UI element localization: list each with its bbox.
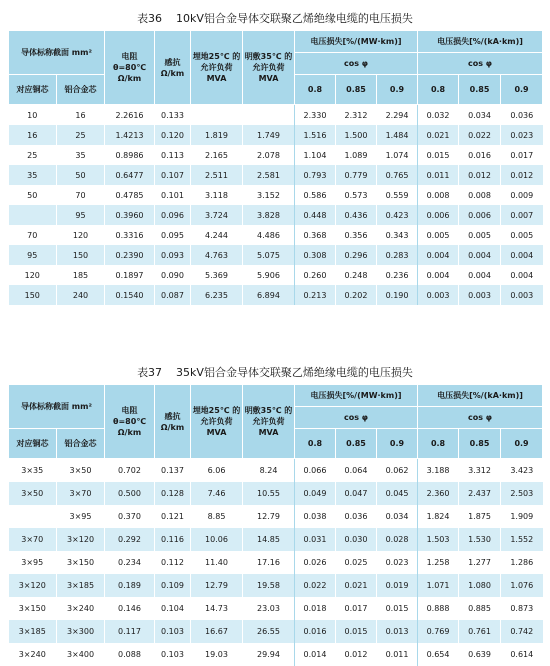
table-row: [9, 528, 543, 551]
table-cell: 5.369: [191, 265, 243, 285]
table-cell: 0.038: [295, 505, 336, 528]
table-cell: 0.015: [418, 145, 459, 165]
table-37-block: [8, 362, 542, 666]
table-cell: 0.066: [295, 459, 336, 483]
table-cell: 0.356: [336, 225, 377, 245]
table-cell: 0.093: [155, 245, 191, 265]
table-cell: 0.8986: [105, 145, 155, 165]
table-cell: 0.013: [377, 620, 418, 643]
table-cell: 50: [9, 185, 57, 205]
table-cell: 1.080: [459, 574, 501, 597]
header-section: 导体标称截面 mm²: [9, 385, 105, 429]
table-cell: 3×240: [57, 597, 105, 620]
header-loss-mw: 电压损失[%/(MW·km)]: [295, 31, 418, 53]
table-cell: 0.103: [155, 620, 191, 643]
table-cell: [9, 205, 57, 225]
table-cell: 0.109: [155, 574, 191, 597]
table-row: [9, 482, 543, 505]
table-cell: 0.036: [501, 105, 543, 126]
table-cell: 70: [9, 225, 57, 245]
table-cell: 0.030: [336, 528, 377, 551]
table-row: [9, 245, 543, 265]
header-pf: 0.85: [459, 429, 501, 459]
table-cell: 1.749: [243, 125, 295, 145]
table-cell: 25: [57, 125, 105, 145]
table-row: [9, 505, 543, 528]
table-37: [8, 384, 543, 666]
table-cell: 0.011: [377, 643, 418, 666]
table-cell: 0.012: [459, 165, 501, 185]
table-cell: 3×50: [57, 459, 105, 483]
table-cell: 35: [57, 145, 105, 165]
table-row: [9, 205, 543, 225]
table-cell: 3×70: [9, 528, 57, 551]
table-cell: 0.005: [418, 225, 459, 245]
table-cell: 1.500: [336, 125, 377, 145]
table-cell: 185: [57, 265, 105, 285]
table-cell: 2.503: [501, 482, 543, 505]
table-cell: 14.73: [191, 597, 243, 620]
table-cell: 1.258: [418, 551, 459, 574]
table-cell: 3×240: [9, 643, 57, 666]
table-cell: 0.654: [418, 643, 459, 666]
table-cell: 0.103: [155, 643, 191, 666]
table-cell: 4.763: [191, 245, 243, 265]
table-cell: 0.025: [336, 551, 377, 574]
header-resistance: 电阻 θ=80℃ Ω/km: [105, 385, 155, 459]
table-cell: 95: [9, 245, 57, 265]
table-cell: 3×35: [9, 459, 57, 483]
table-row: [9, 620, 543, 643]
table-cell: 0.189: [105, 574, 155, 597]
table-cell: 0.769: [418, 620, 459, 643]
table-cell: 0.368: [295, 225, 336, 245]
table-cell: 0.005: [459, 225, 501, 245]
table-cell: 2.294: [377, 105, 418, 126]
table-cell: 3×95: [9, 551, 57, 574]
table-cell: 0.011: [418, 165, 459, 185]
table-cell: 0.028: [377, 528, 418, 551]
table-cell: 0.014: [295, 643, 336, 666]
table-cell: 0.120: [155, 125, 191, 145]
table-cell: 0.116: [155, 528, 191, 551]
table-cell: 8.85: [191, 505, 243, 528]
table-row: [9, 643, 543, 666]
table-cell: 0.031: [295, 528, 336, 551]
table-cell: 2.078: [243, 145, 295, 165]
table-cell: 6.235: [191, 285, 243, 305]
table-cell: [243, 105, 295, 126]
table-cell: 12.79: [191, 574, 243, 597]
header-pf: 0.85: [459, 75, 501, 105]
table-row: [9, 574, 543, 597]
table-cell: 0.113: [155, 145, 191, 165]
table-row: [9, 145, 543, 165]
table-cell: 17.16: [243, 551, 295, 574]
table-36-caption: 表36 10kV铝合金导体交联聚乙烯绝缘电缆的电压损失: [8, 8, 542, 30]
table-cell: 0.283: [377, 245, 418, 265]
table-cell: 0.146: [105, 597, 155, 620]
header-loss-ka: 电压损失[%/(kA·km)]: [418, 31, 543, 53]
header-resistance: 电阻 θ=80℃ Ω/km: [105, 31, 155, 105]
table-cell: 0.370: [105, 505, 155, 528]
header-cos-2: cos φ: [418, 407, 543, 429]
table-cell: 0.6477: [105, 165, 155, 185]
table-cell: 1.503: [418, 528, 459, 551]
table-cell: 0.045: [377, 482, 418, 505]
header-reactance: 感抗 Ω/km: [155, 385, 191, 459]
table-cell: 0.015: [377, 597, 418, 620]
table-cell: 0.003: [418, 285, 459, 305]
table-cell: 0.008: [459, 185, 501, 205]
table-row: [9, 165, 543, 185]
table-cell: 2.165: [191, 145, 243, 165]
table-cell: 2.312: [336, 105, 377, 126]
table-cell: 3.188: [418, 459, 459, 483]
table-36-block: [8, 8, 542, 305]
table-cell: 5.906: [243, 265, 295, 285]
table-cell: 3.118: [191, 185, 243, 205]
header-open-load: 明敷35℃ 的允许负荷 MVA: [243, 31, 295, 105]
table-cell: 0.021: [418, 125, 459, 145]
table-37-body: [9, 459, 543, 666]
table-cell: 2.360: [418, 482, 459, 505]
table-cell: 0.296: [336, 245, 377, 265]
table-cell: 1.875: [459, 505, 501, 528]
table-cell: 0.003: [501, 285, 543, 305]
table-cell: 0.234: [105, 551, 155, 574]
table-cell: 14.85: [243, 528, 295, 551]
table-cell: 0.3960: [105, 205, 155, 225]
table-cell: 10: [9, 105, 57, 126]
header-loss-ka: 电压损失[%/(kA·km)]: [418, 385, 543, 407]
table-cell: 0.012: [336, 643, 377, 666]
table-cell: 0.888: [418, 597, 459, 620]
table-cell: 95: [57, 205, 105, 225]
table-cell: 0.062: [377, 459, 418, 483]
table-cell: 0.004: [501, 265, 543, 285]
table-cell: 10.06: [191, 528, 243, 551]
table-cell: 3.152: [243, 185, 295, 205]
table-cell: 0.128: [155, 482, 191, 505]
header-buried-load: 埋地25℃ 的允许负荷 MVA: [191, 385, 243, 459]
table-cell: 0.015: [336, 620, 377, 643]
table-cell: 1.076: [501, 574, 543, 597]
table-cell: 3×95: [57, 505, 105, 528]
table-cell: 1.909: [501, 505, 543, 528]
table-cell: 0.639: [459, 643, 501, 666]
table-cell: 2.511: [191, 165, 243, 185]
table-cell: 0.292: [105, 528, 155, 551]
table-cell: 0.004: [459, 265, 501, 285]
table-cell: 0.017: [501, 145, 543, 165]
table-cell: 0.436: [336, 205, 377, 225]
table-cell: 0.021: [336, 574, 377, 597]
table-cell: 0.005: [501, 225, 543, 245]
table-cell: 1.104: [295, 145, 336, 165]
table-cell: 0.121: [155, 505, 191, 528]
table-cell: 120: [9, 265, 57, 285]
table-cell: 150: [57, 245, 105, 265]
table-row: [9, 125, 543, 145]
table-cell: 0.873: [501, 597, 543, 620]
table-cell: 3×50: [9, 482, 57, 505]
table-cell: 0.885: [459, 597, 501, 620]
header-pf: 0.9: [377, 429, 418, 459]
table-cell: 3.312: [459, 459, 501, 483]
table-cell: 3.724: [191, 205, 243, 225]
table-cell: 1.530: [459, 528, 501, 551]
table-cell: 1.4213: [105, 125, 155, 145]
table-cell: 150: [9, 285, 57, 305]
table-cell: 0.064: [336, 459, 377, 483]
table-cell: 1.824: [418, 505, 459, 528]
table-cell: 0.004: [501, 245, 543, 265]
table-cell: 3×185: [57, 574, 105, 597]
table-cell: 19.58: [243, 574, 295, 597]
table-row: [9, 185, 543, 205]
table-cell: 0.022: [295, 574, 336, 597]
table-cell: 3×150: [57, 551, 105, 574]
table-cell: 2.2616: [105, 105, 155, 126]
header-reactance: 感抗 Ω/km: [155, 31, 191, 105]
table-cell: 0.793: [295, 165, 336, 185]
table-cell: 0.101: [155, 185, 191, 205]
table-cell: 29.94: [243, 643, 295, 666]
table-cell: 0.016: [459, 145, 501, 165]
table-row: [9, 551, 543, 574]
table-cell: 23.03: [243, 597, 295, 620]
table-cell: 0.087: [155, 285, 191, 305]
table-cell: 0.702: [105, 459, 155, 483]
header-pf: 0.8: [418, 429, 459, 459]
table-cell: 2.581: [243, 165, 295, 185]
table-cell: 0.004: [418, 245, 459, 265]
table-cell: 35: [9, 165, 57, 185]
header-al: 铝合金芯: [57, 429, 105, 459]
table-cell: 0.448: [295, 205, 336, 225]
table-cell: 120: [57, 225, 105, 245]
table-cell: 0.034: [459, 105, 501, 126]
table-cell: 5.075: [243, 245, 295, 265]
table-cell: 7.46: [191, 482, 243, 505]
table-cell: 0.308: [295, 245, 336, 265]
table-cell: 3×120: [9, 574, 57, 597]
table-cell: 0.096: [155, 205, 191, 225]
table-cell: 1.516: [295, 125, 336, 145]
table-cell: 3.423: [501, 459, 543, 483]
header-cos-2: cos φ: [418, 53, 543, 75]
table-cell: 0.117: [105, 620, 155, 643]
header-cos-1: cos φ: [295, 53, 418, 75]
table-cell: 0.008: [418, 185, 459, 205]
table-cell: 0.104: [155, 597, 191, 620]
table-cell: 0.2390: [105, 245, 155, 265]
table-cell: 12.79: [243, 505, 295, 528]
table-cell: 1.074: [377, 145, 418, 165]
table-cell: 0.006: [418, 205, 459, 225]
table-36: [8, 30, 543, 305]
table-cell: 0.236: [377, 265, 418, 285]
header-section: 导体标称截面 mm²: [9, 31, 105, 75]
header-pf: 0.8: [295, 75, 336, 105]
table-cell: 0.3316: [105, 225, 155, 245]
table-cell: 3.828: [243, 205, 295, 225]
table-cell: 0.190: [377, 285, 418, 305]
table-cell: 10.55: [243, 482, 295, 505]
header-pf: 0.85: [336, 75, 377, 105]
table-cell: 0.004: [418, 265, 459, 285]
table-row: [9, 105, 543, 126]
table-cell: 19.03: [191, 643, 243, 666]
table-cell: 4.244: [191, 225, 243, 245]
table-cell: 0.133: [155, 105, 191, 126]
header-al: 铝合金芯: [57, 75, 105, 105]
table-cell: 0.047: [336, 482, 377, 505]
table-cell: 0.586: [295, 185, 336, 205]
table-cell: 0.006: [459, 205, 501, 225]
header-pf: 0.85: [336, 429, 377, 459]
table-cell: 0.007: [501, 205, 543, 225]
table-cell: 0.088: [105, 643, 155, 666]
table-cell: 1.071: [418, 574, 459, 597]
table-cell: 0.032: [418, 105, 459, 126]
table-cell: 0.137: [155, 459, 191, 483]
table-cell: 0.742: [501, 620, 543, 643]
header-pf: 0.9: [501, 75, 543, 105]
table-cell: 26.55: [243, 620, 295, 643]
table-cell: 1.089: [336, 145, 377, 165]
table-cell: 0.022: [459, 125, 501, 145]
header-open-load: 明敷35℃ 的允许负荷 MVA: [243, 385, 295, 459]
table-row: [9, 265, 543, 285]
table-cell: 0.004: [459, 245, 501, 265]
table-cell: 50: [57, 165, 105, 185]
header-cos-1: cos φ: [295, 407, 418, 429]
table-cell: 0.202: [336, 285, 377, 305]
table-cell: 0.019: [377, 574, 418, 597]
table-cell: 6.06: [191, 459, 243, 483]
table-cell: 0.614: [501, 643, 543, 666]
table-37-caption: 表37 35kV铝合金导体交联聚乙烯绝缘电缆的电压损失: [8, 362, 542, 384]
table-cell: 3×150: [9, 597, 57, 620]
header-buried-load: 埋地25℃ 的允许负荷 MVA: [191, 31, 243, 105]
table-cell: 0.049: [295, 482, 336, 505]
table-cell: 0.4785: [105, 185, 155, 205]
header-cu: 对应铜芯: [9, 75, 57, 105]
table-cell: 0.343: [377, 225, 418, 245]
table-cell: [191, 105, 243, 126]
table-cell: 0.260: [295, 265, 336, 285]
table-cell: 0.016: [295, 620, 336, 643]
table-cell: 3×185: [9, 620, 57, 643]
table-cell: 3×300: [57, 620, 105, 643]
table-cell: 0.500: [105, 482, 155, 505]
table-row: [9, 597, 543, 620]
table-cell: 16.67: [191, 620, 243, 643]
table-row: [9, 285, 543, 305]
table-cell: 3×400: [57, 643, 105, 666]
table-cell: 0.003: [459, 285, 501, 305]
table-cell: 0.213: [295, 285, 336, 305]
table-cell: 0.1897: [105, 265, 155, 285]
table-cell: 70: [57, 185, 105, 205]
table-cell: 11.40: [191, 551, 243, 574]
table-cell: 0.095: [155, 225, 191, 245]
table-cell: 1.484: [377, 125, 418, 145]
table-cell: 1.277: [459, 551, 501, 574]
table-cell: 3×70: [57, 482, 105, 505]
table-cell: 0.765: [377, 165, 418, 185]
table-cell: 0.573: [336, 185, 377, 205]
table-cell: 0.779: [336, 165, 377, 185]
table-cell: 1.819: [191, 125, 243, 145]
header-loss-mw: 电压损失[%/(MW·km)]: [295, 385, 418, 407]
table-row: [9, 459, 543, 483]
table-cell: 0.034: [377, 505, 418, 528]
table-cell: 8.24: [243, 459, 295, 483]
table-cell: 6.894: [243, 285, 295, 305]
table-36-body: [9, 105, 543, 306]
table-cell: 0.423: [377, 205, 418, 225]
header-pf: 0.8: [418, 75, 459, 105]
table-cell: 0.018: [295, 597, 336, 620]
table-cell: 0.012: [501, 165, 543, 185]
table-cell: 0.112: [155, 551, 191, 574]
table-cell: 0.036: [336, 505, 377, 528]
table-cell: 0.023: [501, 125, 543, 145]
table-cell: 0.248: [336, 265, 377, 285]
table-cell: 16: [57, 105, 105, 126]
table-cell: 0.023: [377, 551, 418, 574]
table-cell: 1.286: [501, 551, 543, 574]
header-cu: 对应铜芯: [9, 429, 57, 459]
header-pf: 0.9: [501, 429, 543, 459]
table-cell: 2.330: [295, 105, 336, 126]
table-cell: 3×120: [57, 528, 105, 551]
table-cell: 240: [57, 285, 105, 305]
table-cell: 0.017: [336, 597, 377, 620]
table-cell: 1.552: [501, 528, 543, 551]
table-cell: [9, 505, 57, 528]
table-cell: 25: [9, 145, 57, 165]
header-pf: 0.8: [295, 429, 336, 459]
table-cell: 0.1540: [105, 285, 155, 305]
header-pf: 0.9: [377, 75, 418, 105]
table-cell: 0.107: [155, 165, 191, 185]
table-cell: 0.761: [459, 620, 501, 643]
table-cell: 0.090: [155, 265, 191, 285]
table-cell: 0.009: [501, 185, 543, 205]
table-cell: 0.559: [377, 185, 418, 205]
table-row: [9, 225, 543, 245]
table-cell: 4.486: [243, 225, 295, 245]
table-cell: 2.437: [459, 482, 501, 505]
table-cell: 0.026: [295, 551, 336, 574]
table-cell: 16: [9, 125, 57, 145]
